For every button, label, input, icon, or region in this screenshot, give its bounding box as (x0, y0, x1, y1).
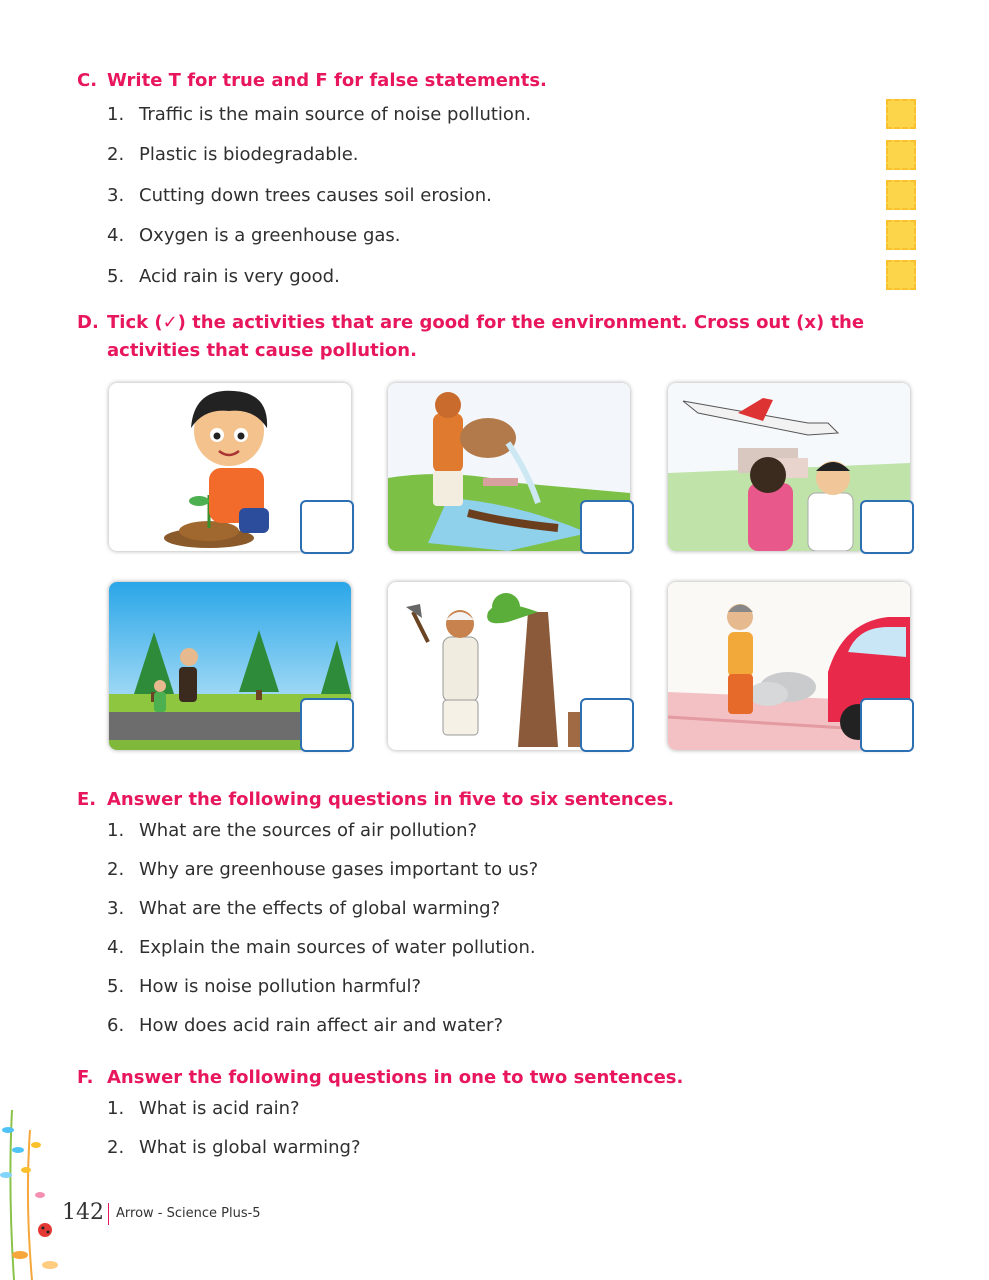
list-item: 4. Oxygen is a greenhouse gas. (107, 225, 401, 246)
page-number: 142 (62, 1200, 104, 1225)
tick-cross-answer-box[interactable] (580, 698, 634, 752)
true-false-answer-box[interactable] (886, 260, 916, 290)
list-item: 5. How is noise pollution harmful? (107, 976, 422, 997)
section-d-heading (77, 309, 864, 365)
section-letter: E. (77, 789, 97, 810)
footer-divider (108, 1203, 109, 1225)
section-title: Write T for true and F for false statements. (107, 70, 547, 91)
list-item: 1. What are the sources of air pollution? (107, 820, 478, 841)
section-title: Tick (✓) the activities that are good for the environment. Cross out (x) the (107, 312, 865, 333)
true-false-answer-box[interactable] (886, 180, 916, 210)
list-item: 2. Plastic is biodegradable. (107, 144, 359, 165)
list-item: 3. Cutting down trees causes soil erosion. (107, 185, 492, 206)
floral-decoration-icon (0, 1100, 80, 1280)
section-letter: C. (77, 70, 98, 91)
tick-cross-answer-box[interactable] (860, 698, 914, 752)
list-item: 6. How does acid rain affect air and water? (107, 1015, 503, 1036)
true-false-answer-box[interactable] (886, 220, 916, 250)
section-letter: F. (77, 1067, 94, 1088)
list-item: 2. Why are greenhouse gases important to us? (107, 859, 539, 880)
tick-cross-answer-box[interactable] (860, 500, 914, 554)
section-e-heading (77, 786, 674, 814)
book-title: Arrow - Science Plus-5 (116, 1206, 261, 1221)
section-title: Answer the following questions in five to six sentences. (107, 789, 675, 810)
list-item: 1. What is acid rain? (107, 1098, 300, 1119)
list-item: 1. Traffic is the main source of noise pollution. (107, 104, 532, 125)
true-false-answer-box[interactable] (886, 99, 916, 129)
list-item: 2. What is global warming? (107, 1137, 361, 1158)
section-letter: D. (77, 312, 99, 333)
section-title: Answer the following questions in one to two sentences. (107, 1067, 684, 1088)
list-item: 5. Acid rain is very good. (107, 266, 340, 287)
section-c-heading (77, 67, 547, 95)
section-f-heading (77, 1064, 683, 1092)
tick-cross-answer-box[interactable] (300, 698, 354, 752)
list-item: 3. What are the effects of global warming? (107, 898, 501, 919)
true-false-answer-box[interactable] (886, 140, 916, 170)
list-item: 4. Explain the main sources of water pollution. (107, 937, 536, 958)
tick-cross-answer-box[interactable] (300, 500, 354, 554)
section-title-line2: activities that cause pollution. (107, 340, 417, 361)
tick-cross-answer-box[interactable] (580, 500, 634, 554)
